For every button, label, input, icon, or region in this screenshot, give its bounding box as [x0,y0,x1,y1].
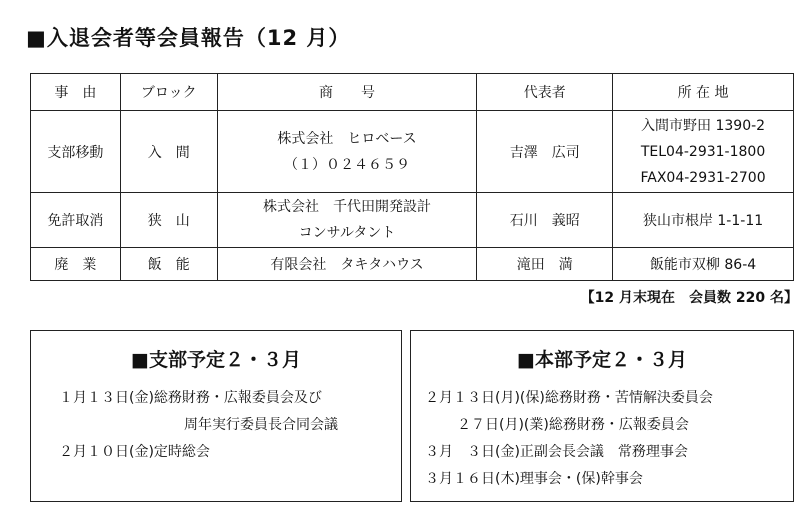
schedule-item: 周年実行委員長合同会議 [184,417,338,433]
table-row [31,248,794,281]
row-block: 入 間 [120,111,217,193]
schedule-item: ２月１３日(月)(保)総務財務・苦情解決委員会 [425,390,713,406]
member-report-table [30,73,794,281]
header-company: 商 号 [217,74,477,111]
address-line: 入間市野田 1390-2 [641,117,766,134]
member-count-note: 【12 月末現在 会員数 220 名】 [580,290,798,306]
header-reason: 事 由 [31,74,121,111]
header-block: ブロック [120,74,217,111]
company-line: 有限会社 タキタハウス [270,257,424,273]
company-line: 株式会社 ヒロベース [277,130,417,147]
row-address [613,248,794,281]
row-representative: 石川 義昭 [477,193,613,248]
address-line: 飯能市双柳 86-4 [649,257,757,273]
header-representative: 代表者 [477,74,613,111]
table-header-row [31,74,794,111]
row-block: 飯 能 [120,248,217,281]
schedule-item: ２７日(月)(業)総務財務・広報委員会 [457,417,689,433]
header-address: 所 在 地 [613,74,794,111]
schedule-item: １月１３日(金)総務財務・広報委員会及び [59,390,322,406]
row-company [217,111,477,193]
hq-schedule-box [410,330,794,502]
row-address [613,193,794,248]
row-reason: 免許取消 [31,193,121,248]
address-line: FAX04-2931-2700 [640,169,766,186]
table-row [31,193,794,248]
schedule-item: ２月１０日(金)定時総会 [59,444,210,460]
row-reason: 廃 業 [31,248,121,281]
row-address [613,111,794,193]
row-representative: 吉澤 広司 [477,111,613,193]
row-company [217,248,477,281]
hq-schedule-heading: ■本部予定２・３月 [517,349,687,371]
page-title: ■入退会者等会員報告（12 月） [26,26,351,50]
company-line: コンサルタント [298,225,396,241]
schedule-item: ３月１６日(木)理事会・(保)幹事会 [425,471,643,487]
company-line: （１）０２４６５９ [284,156,411,173]
company-line: 株式会社 千代田開発設計 [263,199,432,215]
branch-schedule-heading: ■支部予定２・３月 [131,349,301,371]
row-representative: 滝田 満 [477,248,613,281]
schedule-item: ３月 ３日(金)正副会長会議 常務理事会 [425,444,688,460]
table-row [31,111,794,193]
row-company [217,193,477,248]
branch-schedule-box [30,330,402,502]
row-reason: 支部移動 [31,111,121,193]
address-line: TEL04-2931-1800 [640,143,766,160]
row-block: 狭 山 [120,193,217,248]
address-line: 狭山市根岸 1-1-11 [642,213,764,229]
